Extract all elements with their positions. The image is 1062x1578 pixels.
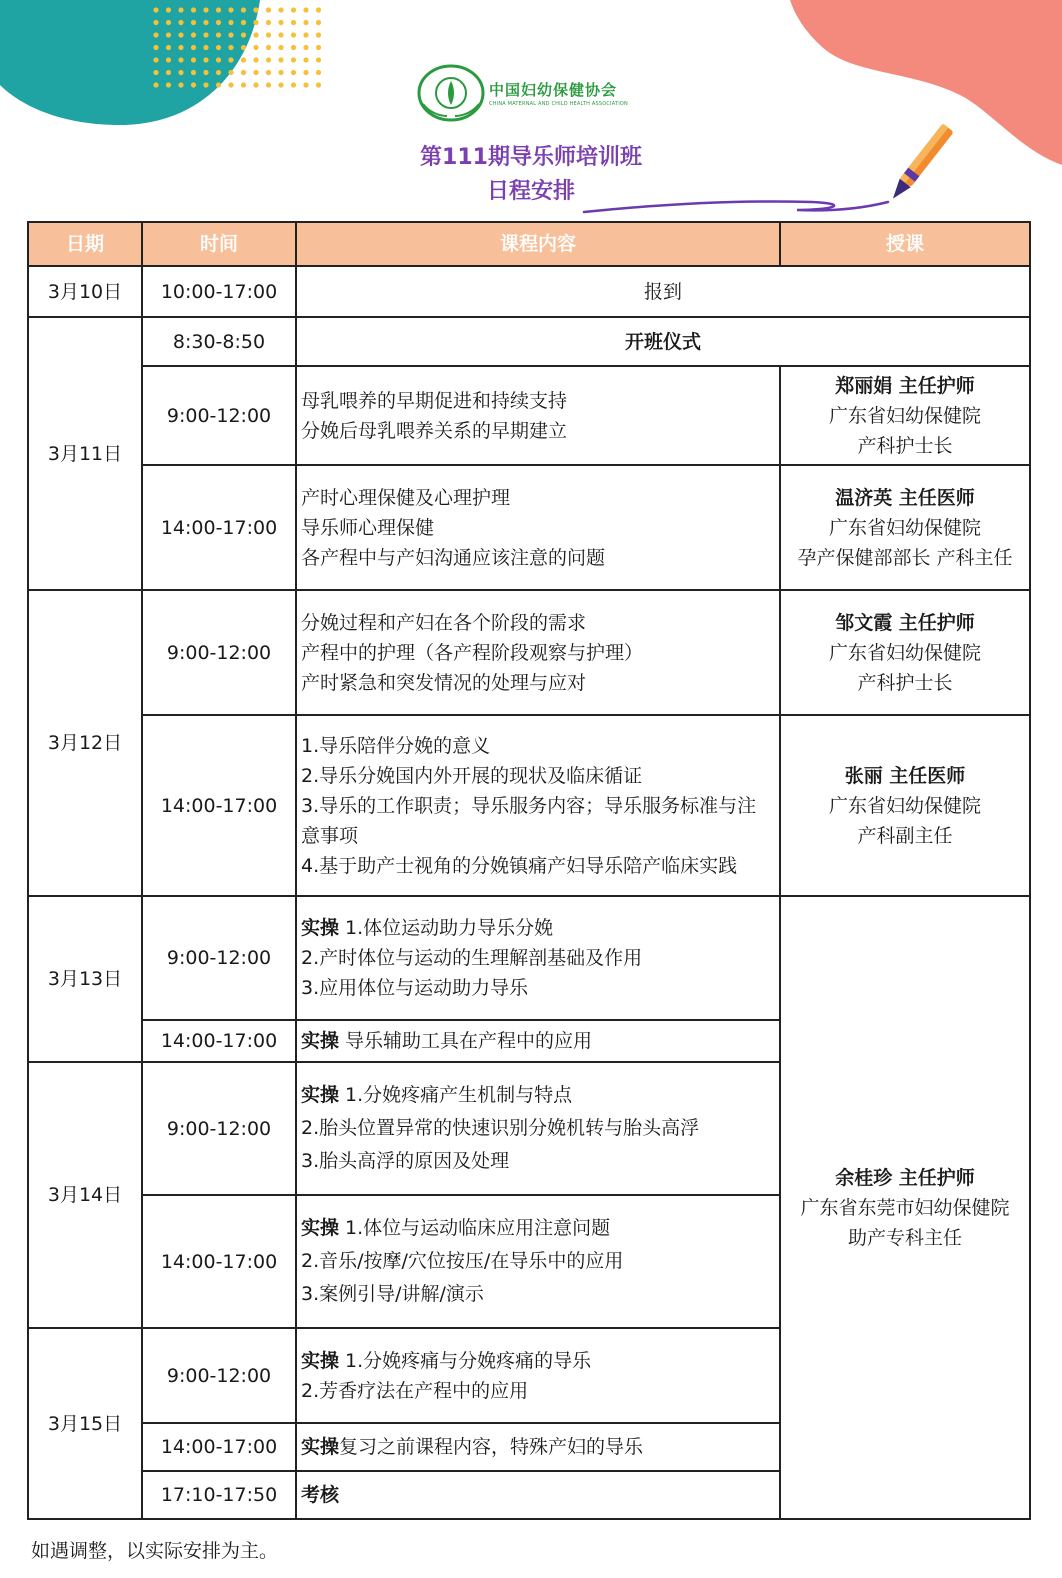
content-cell — [296, 1020, 780, 1062]
content-cell: 考核 — [296, 1471, 780, 1519]
content-cell — [296, 590, 780, 715]
time-cell: 14:00-17:00 — [142, 715, 296, 896]
table-row — [28, 465, 1030, 590]
organization-name-cn: 中国妇幼保健协会 — [489, 81, 618, 99]
content-line: 产程中的护理（各产程阶段观察与护理） — [301, 641, 644, 664]
instructor-org: 广东省妇幼保健院 — [828, 404, 981, 427]
instructor-cell — [780, 590, 1030, 715]
content-line: 分娩过程和产妇在各个阶段的需求 — [301, 611, 587, 634]
content-line — [301, 1346, 775, 1376]
instructor-cell — [780, 465, 1030, 590]
header-time: 时间 — [142, 222, 296, 266]
content-line: 分娩后母乳喂养关系的早期建立 — [301, 419, 568, 442]
content-line: 2.音乐/按摩/穴位按压/在导乐中的应用 — [301, 1250, 624, 1272]
instructor-cell — [780, 715, 1030, 896]
content-line — [301, 1432, 775, 1462]
footer-note: 如遇调整，以实际安排为主。 — [31, 1540, 279, 1562]
content-line: 3.案例引导/讲解/演示 — [301, 1283, 484, 1305]
content-cell — [296, 1062, 780, 1195]
practice-tag: 实操 — [301, 1084, 340, 1106]
table-row — [28, 715, 1030, 896]
time-cell: 9:00-12:00 — [142, 590, 296, 715]
practice-tag: 实操 — [301, 917, 340, 939]
content-line: 2.胎头位置异常的快速识别分娩机转与胎头高浮 — [301, 1117, 700, 1139]
content-text: 1.分娩疼痛与分娩疼痛的导乐 — [339, 1349, 592, 1372]
practice-tag: 实操 — [301, 1349, 340, 1372]
instructor-org: 广东省妇幼保健院 — [828, 794, 981, 817]
header-date: 日期 — [28, 222, 142, 266]
content-cell — [296, 1195, 780, 1328]
date-cell: 3月12日 — [28, 590, 142, 896]
header-instructor: 授课 — [780, 222, 1030, 266]
organization-name-en: CHINA MATERNAL AND CHILD HEALTH ASSOCIATION — [489, 101, 628, 107]
time-cell: 10:00-17:00 — [142, 266, 296, 317]
content-line: 1.导乐陪伴分娩的意义 — [301, 734, 491, 757]
instructor-org: 广东省妇幼保健院 — [828, 516, 981, 539]
time-cell: 14:00-17:00 — [142, 465, 296, 590]
content-line: 4.基于助产士视角的分娩镇痛产妇导乐陪产临床实践 — [301, 854, 738, 877]
organization-logo — [417, 64, 628, 122]
content-line: 母乳喂养的早期促进和持续支持 — [301, 389, 568, 412]
instructor-name: 温济英 主任医师 — [835, 486, 975, 509]
content-line: 2.导乐分娩国内外开展的现状及临床循证 — [301, 764, 643, 787]
table-row — [28, 317, 1030, 366]
table-row — [28, 896, 1030, 1020]
schedule-table — [27, 221, 1031, 1520]
content-text: 1.体位与运动临床应用注意问题 — [339, 1217, 611, 1239]
date-cell: 3月10日 — [28, 266, 142, 317]
header-content: 课程内容 — [296, 222, 780, 266]
content-line: 导乐师心理保健 — [301, 516, 435, 539]
practice-tag: 实操 — [301, 1030, 340, 1052]
practice-tag: 实操 — [301, 1436, 340, 1458]
time-cell: 9:00-12:00 — [142, 1328, 296, 1423]
content-line — [301, 1026, 775, 1056]
content-text: 导乐辅助工具在产程中的应用 — [339, 1030, 593, 1052]
instructor-role: 产科护士长 — [857, 671, 953, 694]
time-cell: 9:00-12:00 — [142, 896, 296, 1020]
content-line — [301, 1079, 775, 1112]
instructor-org: 广东省妇幼保健院 — [828, 641, 981, 664]
page-title: 第111期导乐师培训班 — [420, 145, 642, 170]
instructor-name: 邹文霞 主任护师 — [835, 611, 975, 634]
time-cell: 9:00-12:00 — [142, 366, 296, 465]
content-cell — [296, 1423, 780, 1471]
instructor-org: 广东省东莞市妇幼保健院 — [800, 1196, 1010, 1219]
table-row — [28, 590, 1030, 715]
content-cell: 开班仪式 — [296, 317, 1030, 366]
content-line: 各产程中与产妇沟通应该注意的问题 — [301, 546, 606, 569]
content-line: 3.胎头高浮的原因及处理 — [301, 1150, 510, 1172]
date-cell: 3月11日 — [28, 317, 142, 590]
practice-tag: 实操 — [301, 1217, 340, 1239]
instructor-name: 张丽 主任医师 — [844, 764, 966, 787]
content-line: 产时紧急和突发情况的处理与应对 — [301, 671, 587, 694]
content-cell — [296, 465, 780, 590]
content-line — [301, 1212, 775, 1245]
content-text: 1.分娩疼痛产生机制与特点 — [339, 1084, 573, 1106]
content-text: 复习之前课程内容，特殊产妇的导乐 — [339, 1436, 644, 1458]
shared-instructor-cell — [780, 896, 1030, 1519]
page-header — [0, 0, 1062, 220]
date-cell: 3月15日 — [28, 1328, 142, 1519]
logo-emblem-icon — [417, 64, 485, 122]
content-cell: 报到 — [296, 266, 1030, 317]
content-cell — [296, 896, 780, 1020]
content-cell — [296, 366, 780, 465]
content-cell — [296, 1328, 780, 1423]
table-row — [28, 266, 1030, 317]
instructor-role: 产科副主任 — [857, 824, 953, 847]
content-line: 3.导乐的工作职责；导乐服务内容；导乐服务标准与注意事项 — [301, 794, 757, 847]
content-line: 2.芳香疗法在产程中的应用 — [301, 1379, 529, 1402]
date-cell: 3月14日 — [28, 1062, 142, 1328]
time-cell: 14:00-17:00 — [142, 1020, 296, 1062]
content-cell — [296, 715, 780, 896]
table-row — [28, 366, 1030, 465]
page-subtitle: 日程安排 — [486, 179, 575, 204]
time-cell: 8:30-8:50 — [142, 317, 296, 366]
time-cell: 14:00-17:00 — [142, 1423, 296, 1471]
content-text: 1.体位运动助力导乐分娩 — [339, 917, 554, 939]
content-line — [301, 913, 775, 943]
instructor-name: 郑丽娟 主任护师 — [835, 374, 975, 397]
content-line: 产时心理保健及心理护理 — [301, 486, 511, 509]
time-cell: 14:00-17:00 — [142, 1195, 296, 1328]
instructor-role: 孕产保健部部长 产科主任 — [797, 546, 1013, 569]
content-line: 2.产时体位与运动的生理解剖基础及作用 — [301, 947, 643, 969]
time-cell: 17:10-17:50 — [142, 1471, 296, 1519]
date-cell: 3月13日 — [28, 896, 142, 1062]
instructor-role: 助产专科主任 — [847, 1226, 962, 1249]
time-cell: 9:00-12:00 — [142, 1062, 296, 1195]
instructor-cell — [780, 366, 1030, 465]
instructor-role: 产科护士长 — [857, 434, 953, 457]
table-header-row — [28, 222, 1030, 266]
instructor-name: 余桂珍 主任护师 — [835, 1166, 975, 1189]
content-line: 3.应用体位与运动助力导乐 — [301, 977, 529, 999]
